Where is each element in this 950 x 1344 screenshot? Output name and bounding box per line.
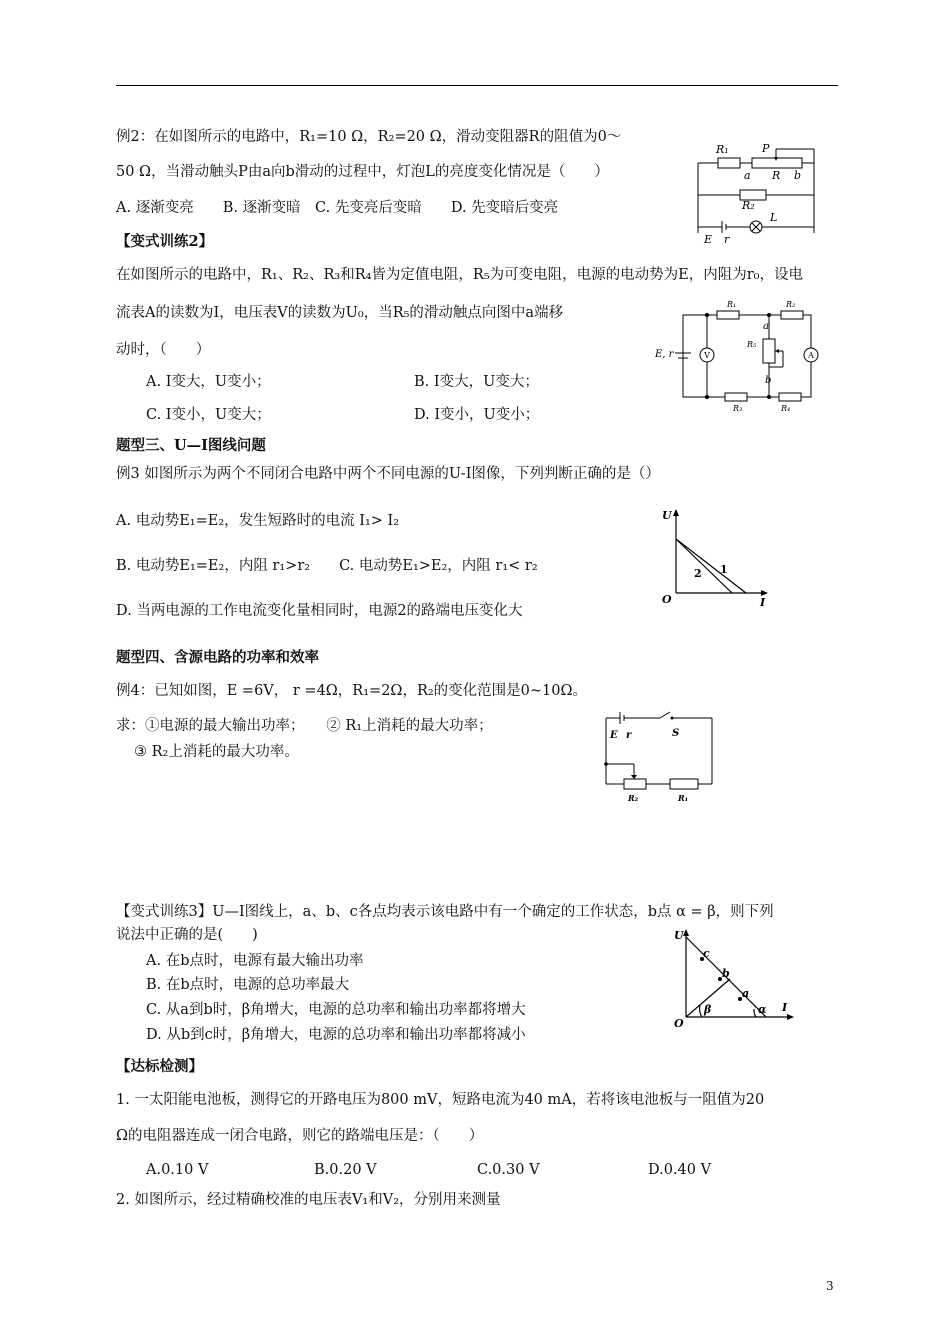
type3-question: 例3 如图所示为两个不同闭合电路中两个不同电源的U-I图像，下列判断正确的是（） <box>116 466 660 482</box>
type3-option-bc: B. 电动势E₁=E₂，内阻 r₁>r₂ C. 电动势E₁>E₂，内阻 r₁< r₂ <box>116 558 538 574</box>
train2-label-R1: R₁ <box>727 300 737 309</box>
train2-label-Er: E, r <box>655 349 674 360</box>
ex2-label-a: a <box>744 169 751 182</box>
train2-label-R5: R₅ <box>747 340 757 349</box>
check-heading: 【达标检测】 <box>116 1058 203 1075</box>
type3-option-d: D. 当两电源的工作电流变化量相同时，电源2的路端电压变化大 <box>116 603 523 619</box>
ex2-label-P: P <box>762 142 770 155</box>
ex2-label-R2: R₂ <box>742 199 755 212</box>
check-q2: 2. 如图所示，经过精确校准的电压表V₁和V₂，分别用来测量 <box>116 1192 501 1208</box>
type3-heading: 题型三、U—I图线问题 <box>116 437 266 454</box>
train2-option-a: A. I变大，U变小； <box>146 374 271 390</box>
type3-axis-U: U <box>662 509 672 522</box>
type3-origin-O: O <box>662 593 672 606</box>
train2-option-c: C. I变小，U变大； <box>146 407 271 423</box>
ex2-slider-arrow <box>774 157 778 161</box>
type4-label-R1: R₁ <box>678 793 689 803</box>
train3-option-c: C. 从a到b时，β角增大，电源的总功率和输出功率都将增大 <box>146 1002 526 1018</box>
train2-label-b: b <box>765 375 772 386</box>
train2-slider-arrow <box>775 349 779 353</box>
header-rule <box>116 85 838 86</box>
train2-option-b: B. I变大，U变大； <box>414 374 539 390</box>
train3-point-a: a <box>742 987 750 1000</box>
type4-label-r: r <box>626 730 632 741</box>
train3-ui-graph <box>670 925 800 1030</box>
ex2-label-R1: R₁ <box>716 143 729 156</box>
type4-question: 例4：已知如图，E =6V， r =4Ω，R₁=2Ω，R₂的变化范围是0~10Ω。 <box>116 683 588 699</box>
type3-line-label-2: 2 <box>694 567 702 580</box>
check-q1-line2: Ω的电阻器连成一闭合电路，则它的路端电压是：（ ） <box>116 1128 484 1144</box>
ex2-circuit-figure <box>690 135 830 245</box>
train3-option-a: A. 在b点时，电源有最大输出功率 <box>146 953 364 969</box>
train2-label-R3: R₃ <box>733 404 743 413</box>
train3-line1: 【变式训练3】U—I图线上，a、b、c各点均表示该电路中有一个确定的工作状态，b点 α = β，则下列 <box>116 904 774 920</box>
ex2-label-L: L <box>770 211 778 224</box>
check-q1-option-d: D.0.40 V <box>648 1162 712 1178</box>
train2-option-d: D. I变小，U变小； <box>414 407 540 423</box>
ex2-line1: 例2：在如图所示的电路中，R₁=10 Ω，R₂=20 Ω，滑动变阻器R的阻值为0～ <box>116 129 622 145</box>
type4-slider-arrow <box>631 775 637 779</box>
train3-axis-U: U <box>674 929 684 942</box>
ex2-label-R: R <box>772 169 781 182</box>
train3-point-c: c <box>703 947 710 960</box>
type3-option-a: A. 电动势E₁=E₂，发生短路时的电流 I₁> I₂ <box>116 513 400 529</box>
type4-ask2: ③ R₂上消耗的最大功率。 <box>134 744 299 760</box>
train2-label-a: a <box>763 321 769 332</box>
train2-line3: 动时，（ ） <box>116 342 211 358</box>
page-number: 3 <box>826 1279 834 1293</box>
train2-line1: 在如图所示的电路中，R₁、R₂、R₃和R₄皆为定值电阻，R₅为可变电阻，电源的电动势为E，内阻为r₀，设电 <box>116 267 803 283</box>
train2-line2: 流表A的读数为I，电压表V的读数为U₀，当R₅的滑动触点向图中a端移 <box>116 305 564 321</box>
type4-circuit-figure <box>600 708 718 808</box>
type4-label-S: S <box>672 728 680 739</box>
train3-angle-beta: β <box>704 1003 712 1016</box>
train3-axis-I: I <box>782 1001 788 1014</box>
check-q1-option-b: B.0.20 V <box>314 1162 377 1178</box>
type4-label-R2: R₂ <box>628 793 639 803</box>
type4-label-E: E <box>610 730 618 741</box>
train3-option-d: D. 从b到c时，β角增大，电源的总功率和输出功率都将减小 <box>146 1027 526 1043</box>
train3-option-b: B. 在b点时，电源的总功率最大 <box>146 977 350 993</box>
train3-origin-O: O <box>674 1017 684 1030</box>
train2-circuit-figure <box>655 295 830 420</box>
train2-voltmeter-label: V <box>704 351 710 360</box>
type3-axis-I: I <box>760 596 766 609</box>
ex2-line2: 50 Ω，当滑动触头P由a向b滑动的过程中，灯泡L的亮度变化情况是（ ） <box>116 164 609 180</box>
type4-heading: 题型四、含源电路的功率和效率 <box>116 649 319 666</box>
train3-angle-alpha: α <box>758 1003 767 1016</box>
train2-ammeter-label: A <box>808 351 814 360</box>
ex2-label-b: b <box>794 169 802 182</box>
check-q1-option-a: A.0.10 V <box>146 1162 209 1178</box>
check-q1-option-c: C.0.30 V <box>477 1162 540 1178</box>
type3-ui-graph <box>656 505 776 610</box>
ex2-label-r: r <box>724 233 730 245</box>
ex2-options: A. 逐渐变亮 B. 逐渐变暗 C. 先变亮后变暗 D. 先变暗后变亮 <box>116 200 559 216</box>
ex2-label-E: E <box>704 233 713 245</box>
train2-heading: 【变式训练2】 <box>116 233 214 250</box>
check-q1-line1: 1. 一太阳能电池板，测得它的开路电压为800 mV，短路电流为40 mA，若将该电池板与一阻值为20 <box>116 1092 765 1108</box>
train2-label-R2: R₂ <box>786 300 796 309</box>
type4-ask1: 求：①电源的最大输出功率； ② R₁上消耗的最大功率； <box>116 718 493 734</box>
type3-line-label-1: 1 <box>720 563 728 576</box>
train2-label-R4: R₄ <box>781 404 791 413</box>
train3-point-b: b <box>722 967 730 980</box>
train3-line2: 说法中正确的是( ) <box>116 927 258 943</box>
